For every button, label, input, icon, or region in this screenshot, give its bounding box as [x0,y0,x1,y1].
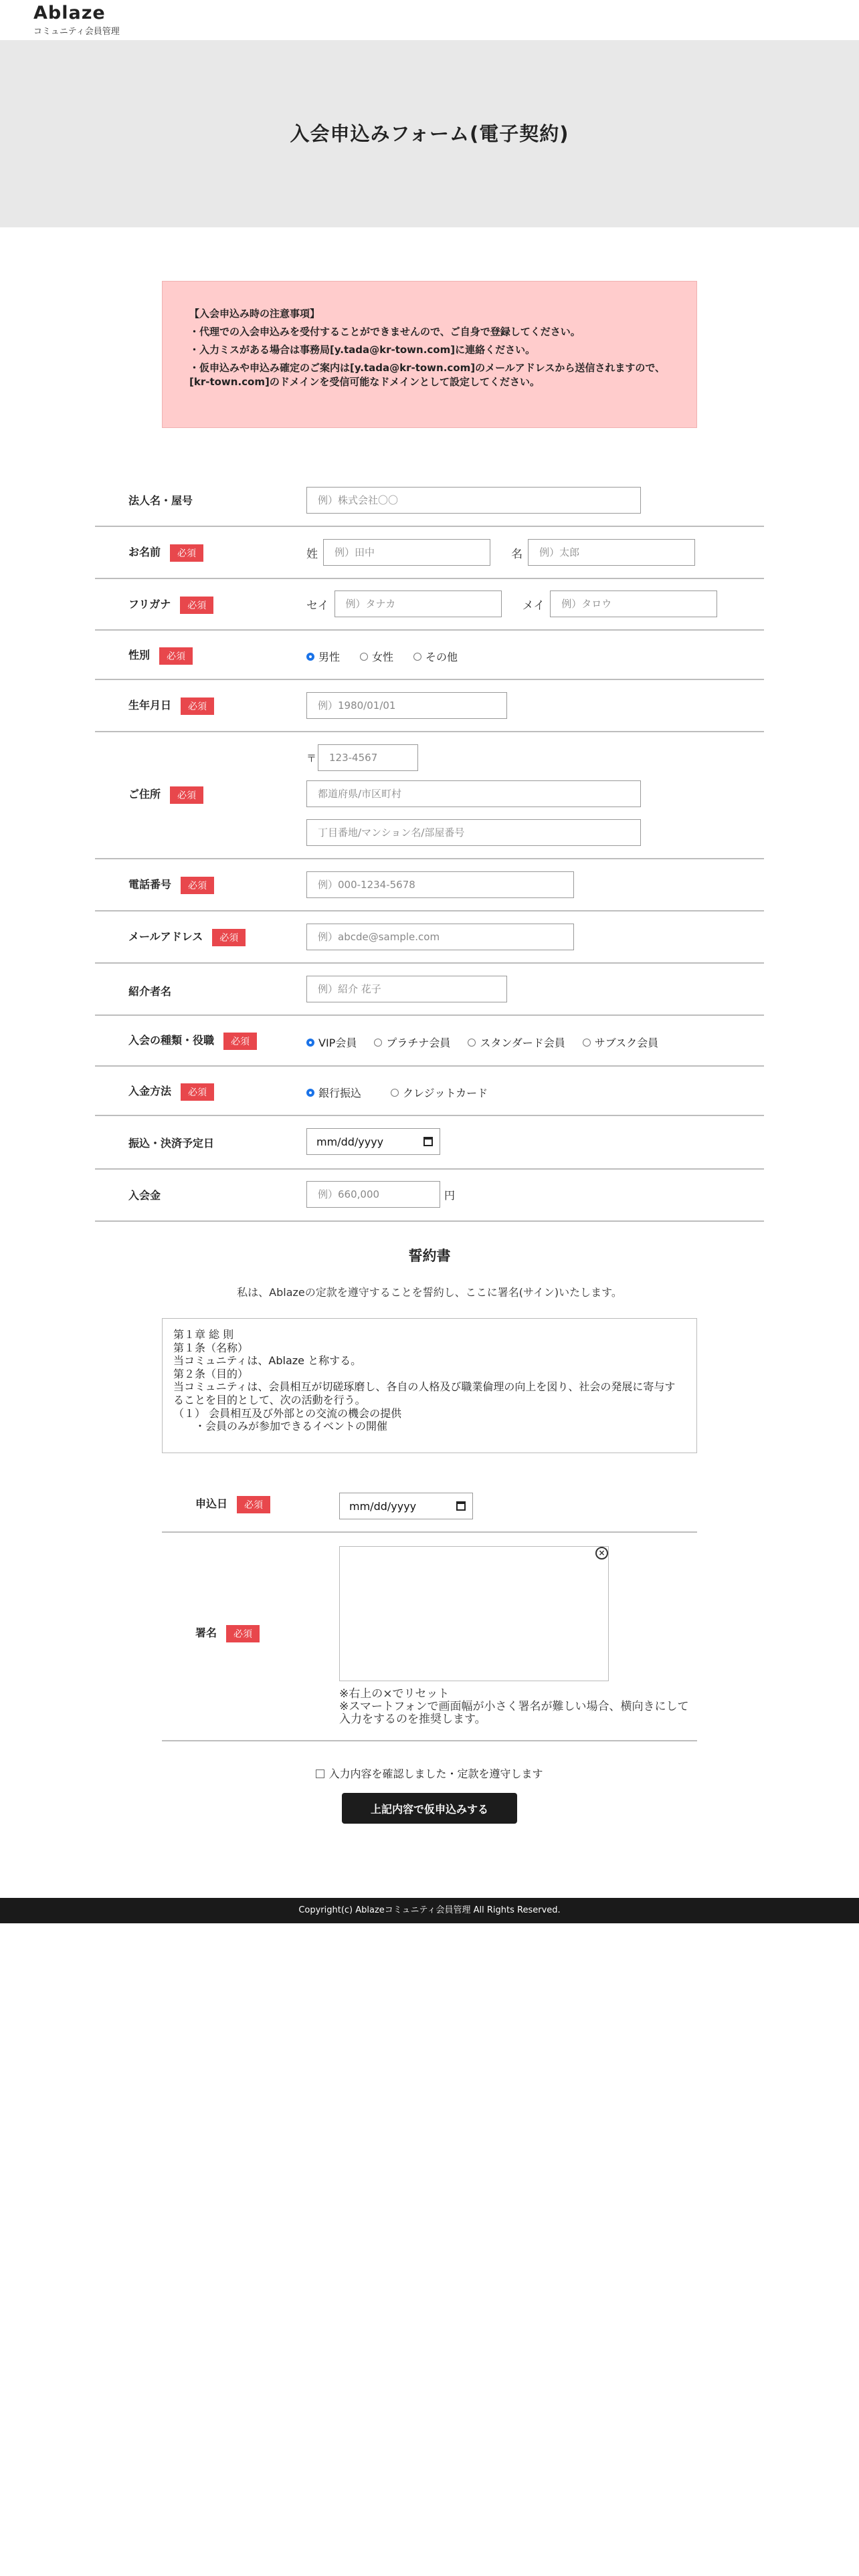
required-badge: 必須 [170,544,203,562]
radio-icon[interactable] [391,1089,399,1097]
last-name-input[interactable]: 例）田中 [323,539,490,566]
form-row-referrer [95,964,764,1016]
form-row-name [95,527,764,579]
signature-label: 署名 必須 [195,1624,260,1642]
agree-checkbox[interactable] [316,1769,324,1778]
form-row-company [95,472,764,527]
calendar-icon[interactable] [456,1501,466,1511]
form-row-birthday [95,680,764,732]
contract-text-box[interactable] [162,1318,697,1453]
contract-intro: 私は、Ablazeの定款を遵守することを誓約し、ここに署名(サイン)いたします。 [237,1286,622,1299]
name-label: お名前 必須 [128,544,203,562]
email-label: メールアドレス 必須 [128,928,246,946]
contract-line: 第２条（目的） [173,1367,249,1380]
mei-prefix: 名 [511,547,523,561]
form-row-address [95,732,764,859]
payment-option-credit-card[interactable]: クレジットカード [391,1085,488,1100]
radio-selected-icon[interactable] [306,653,314,661]
mei-kana-prefix: メイ [522,599,545,613]
first-name-kana-input[interactable]: 例）タロウ [550,591,717,617]
first-name-input[interactable]: 例）太郎 [528,539,695,566]
close-icon[interactable]: × [595,1547,608,1560]
form-row-furigana [95,579,764,631]
payment-option-bank-transfer[interactable]: 銀行振込 [306,1085,361,1100]
contract-line: ・会員のみが参加できるイベントの開催 [173,1420,388,1433]
phone-label: 電話番号 必須 [128,876,214,894]
required-badge: 必須 [181,877,214,894]
agree-label[interactable]: 入力内容を確認しました・定款を遵守します [328,1767,543,1780]
fee-label: 入会金 [128,1189,161,1202]
notice-box [162,281,697,428]
fee-input[interactable]: 例）660,000 [306,1181,440,1208]
sei-kana-prefix: セイ [306,599,329,613]
referrer-input[interactable]: 例）紹介 花子 [306,976,507,1002]
membership-radio-group [306,1035,658,1050]
birthday-input[interactable]: 例）1980/01/01 [306,692,507,719]
contract-line: 当コミュニティは、Ablaze と称する。 [173,1354,362,1368]
payment-date-input[interactable]: mm/dd/yyyy [306,1128,440,1155]
contract-line: 当コミュニティは、会員相互が切磋琢磨し、各自の人格及び職業倫理の向上を図り、社会の発展に寄与することを目的として、次の活動を行う。 [173,1380,676,1406]
signature-note: ※右上の×でリセット [339,1687,450,1701]
company-input[interactable]: 例）株式会社〇〇 [306,487,641,514]
zip-prefix: 〒 [306,752,317,764]
required-badge: 必須 [237,1496,270,1513]
radio-selected-icon[interactable] [306,1039,314,1047]
address-label: ご住所 必須 [128,786,203,804]
payment-method-label: 入金方法 必須 [128,1083,214,1101]
site-footer [0,1898,859,1923]
form-row-gender [95,631,764,680]
submit-button[interactable]: 上記内容で仮申込みする [342,1793,517,1824]
required-badge: 必須 [223,1033,257,1050]
gender-option-female[interactable]: 女性 [360,649,393,664]
form-row-email [95,911,764,964]
application-date-label: 申込日 必須 [195,1495,270,1513]
membership-option-standard[interactable]: スタンダード会員 [468,1035,565,1050]
radio-icon[interactable] [468,1039,476,1047]
referrer-label: 紹介者名 [128,985,172,998]
form-row-fee [95,1170,764,1222]
signature-note: ※スマートフォンで画面幅が小さく署名が難しい場合、横向きにして入力をするのを推奨します。 [339,1700,689,1726]
form-row-phone [95,859,764,911]
notice-heading: 【入会申込み時の注意事項】 [189,308,320,320]
gender-option-other[interactable]: その他 [413,649,458,664]
gender-label: 性別 必須 [128,647,193,665]
calendar-icon[interactable] [423,1137,433,1146]
form-row-payment-date [95,1116,764,1170]
radio-icon[interactable] [374,1039,382,1047]
fee-unit: 円 [444,1188,456,1202]
required-badge: 必須 [212,929,246,946]
signature-notes [339,1688,694,1726]
logo-subtitle: コミュニティ会員管理 [33,27,120,37]
last-name-kana-input[interactable]: 例）タナカ [335,591,502,617]
payment-date-label: 振込・決済予定日 [128,1137,215,1150]
copyright-text: Copyright(c) Ablazeコミュニティ会員管理 All Rights Reserved. [298,1905,561,1915]
payment-method-radio-group [306,1085,508,1100]
required-badge: 必須 [226,1625,260,1642]
form-row-signature [162,1533,697,1741]
form-row-membership [95,1016,764,1067]
page-title: 入会申込みフォーム(電子契約) [290,122,569,145]
phone-input[interactable]: 例）000-1234-5678 [306,871,574,898]
contract-line: 第１条（名称） [173,1341,249,1354]
address-line2-input[interactable]: 丁目番地/マンション名/部屋番号 [306,819,641,846]
address-line1-input[interactable]: 都道府県/市区町村 [306,780,641,807]
required-badge: 必須 [181,1083,214,1101]
radio-selected-icon[interactable] [306,1089,314,1097]
membership-label: 入会の種類・役職 必須 [128,1032,257,1050]
membership-option-platinum[interactable]: プラチナ会員 [374,1035,450,1050]
contract-title: 誓約書 [408,1248,451,1264]
gender-option-male[interactable]: 男性 [306,649,340,664]
hero-banner [0,40,859,227]
email-input[interactable]: 例）abcde@sample.com [306,924,574,950]
company-label: 法人名・屋号 [128,494,193,507]
sei-prefix: 姓 [306,547,318,561]
radio-icon[interactable] [583,1039,591,1047]
notice-line: ・仮申込みや申込み確定のご案内は[y.tada@kr-town.com]のメールアドレスから送信されますので、[kr-town.com]のドメインを受信可能なドメインとして設定してください。 [189,362,666,388]
furigana-label: フリガナ 必須 [128,596,213,614]
required-badge: 必須 [180,597,213,614]
zip-input[interactable]: 123-4567 [318,744,418,771]
contract-line: （１） 会員相互及び外部との交流の機会の提供 [173,1406,402,1420]
notice-line: ・代理での入会申込みを受付することができませんので、ご自身で登録してください。 [189,326,581,338]
required-badge: 必須 [181,697,214,715]
birthday-label: 生年月日 必須 [128,697,214,715]
membership-option-subscription[interactable]: サブスク会員 [583,1035,658,1050]
application-form [95,472,764,1222]
application-date-input[interactable]: mm/dd/yyyy [339,1493,473,1519]
notice-line: ・入力ミスがある場合は事務局[y.tada@kr-town.com]に連絡ください。 [189,344,536,356]
form-row-application-date [162,1486,697,1533]
logo[interactable]: Ablaze [33,3,106,23]
site-header [0,0,859,40]
form-row-payment-method [95,1067,764,1116]
contract-line: 第１章 総 則 [173,1328,234,1341]
required-badge: 必須 [159,647,193,665]
membership-option-vip[interactable]: VIP会員 [306,1035,357,1050]
signature-canvas[interactable] [339,1546,609,1681]
signature-section [162,1486,697,1741]
required-badge: 必須 [170,786,203,804]
agree-checkbox-row[interactable] [0,1765,859,1781]
radio-icon[interactable] [413,653,421,661]
gender-radio-group [306,649,478,664]
radio-icon[interactable] [360,653,368,661]
